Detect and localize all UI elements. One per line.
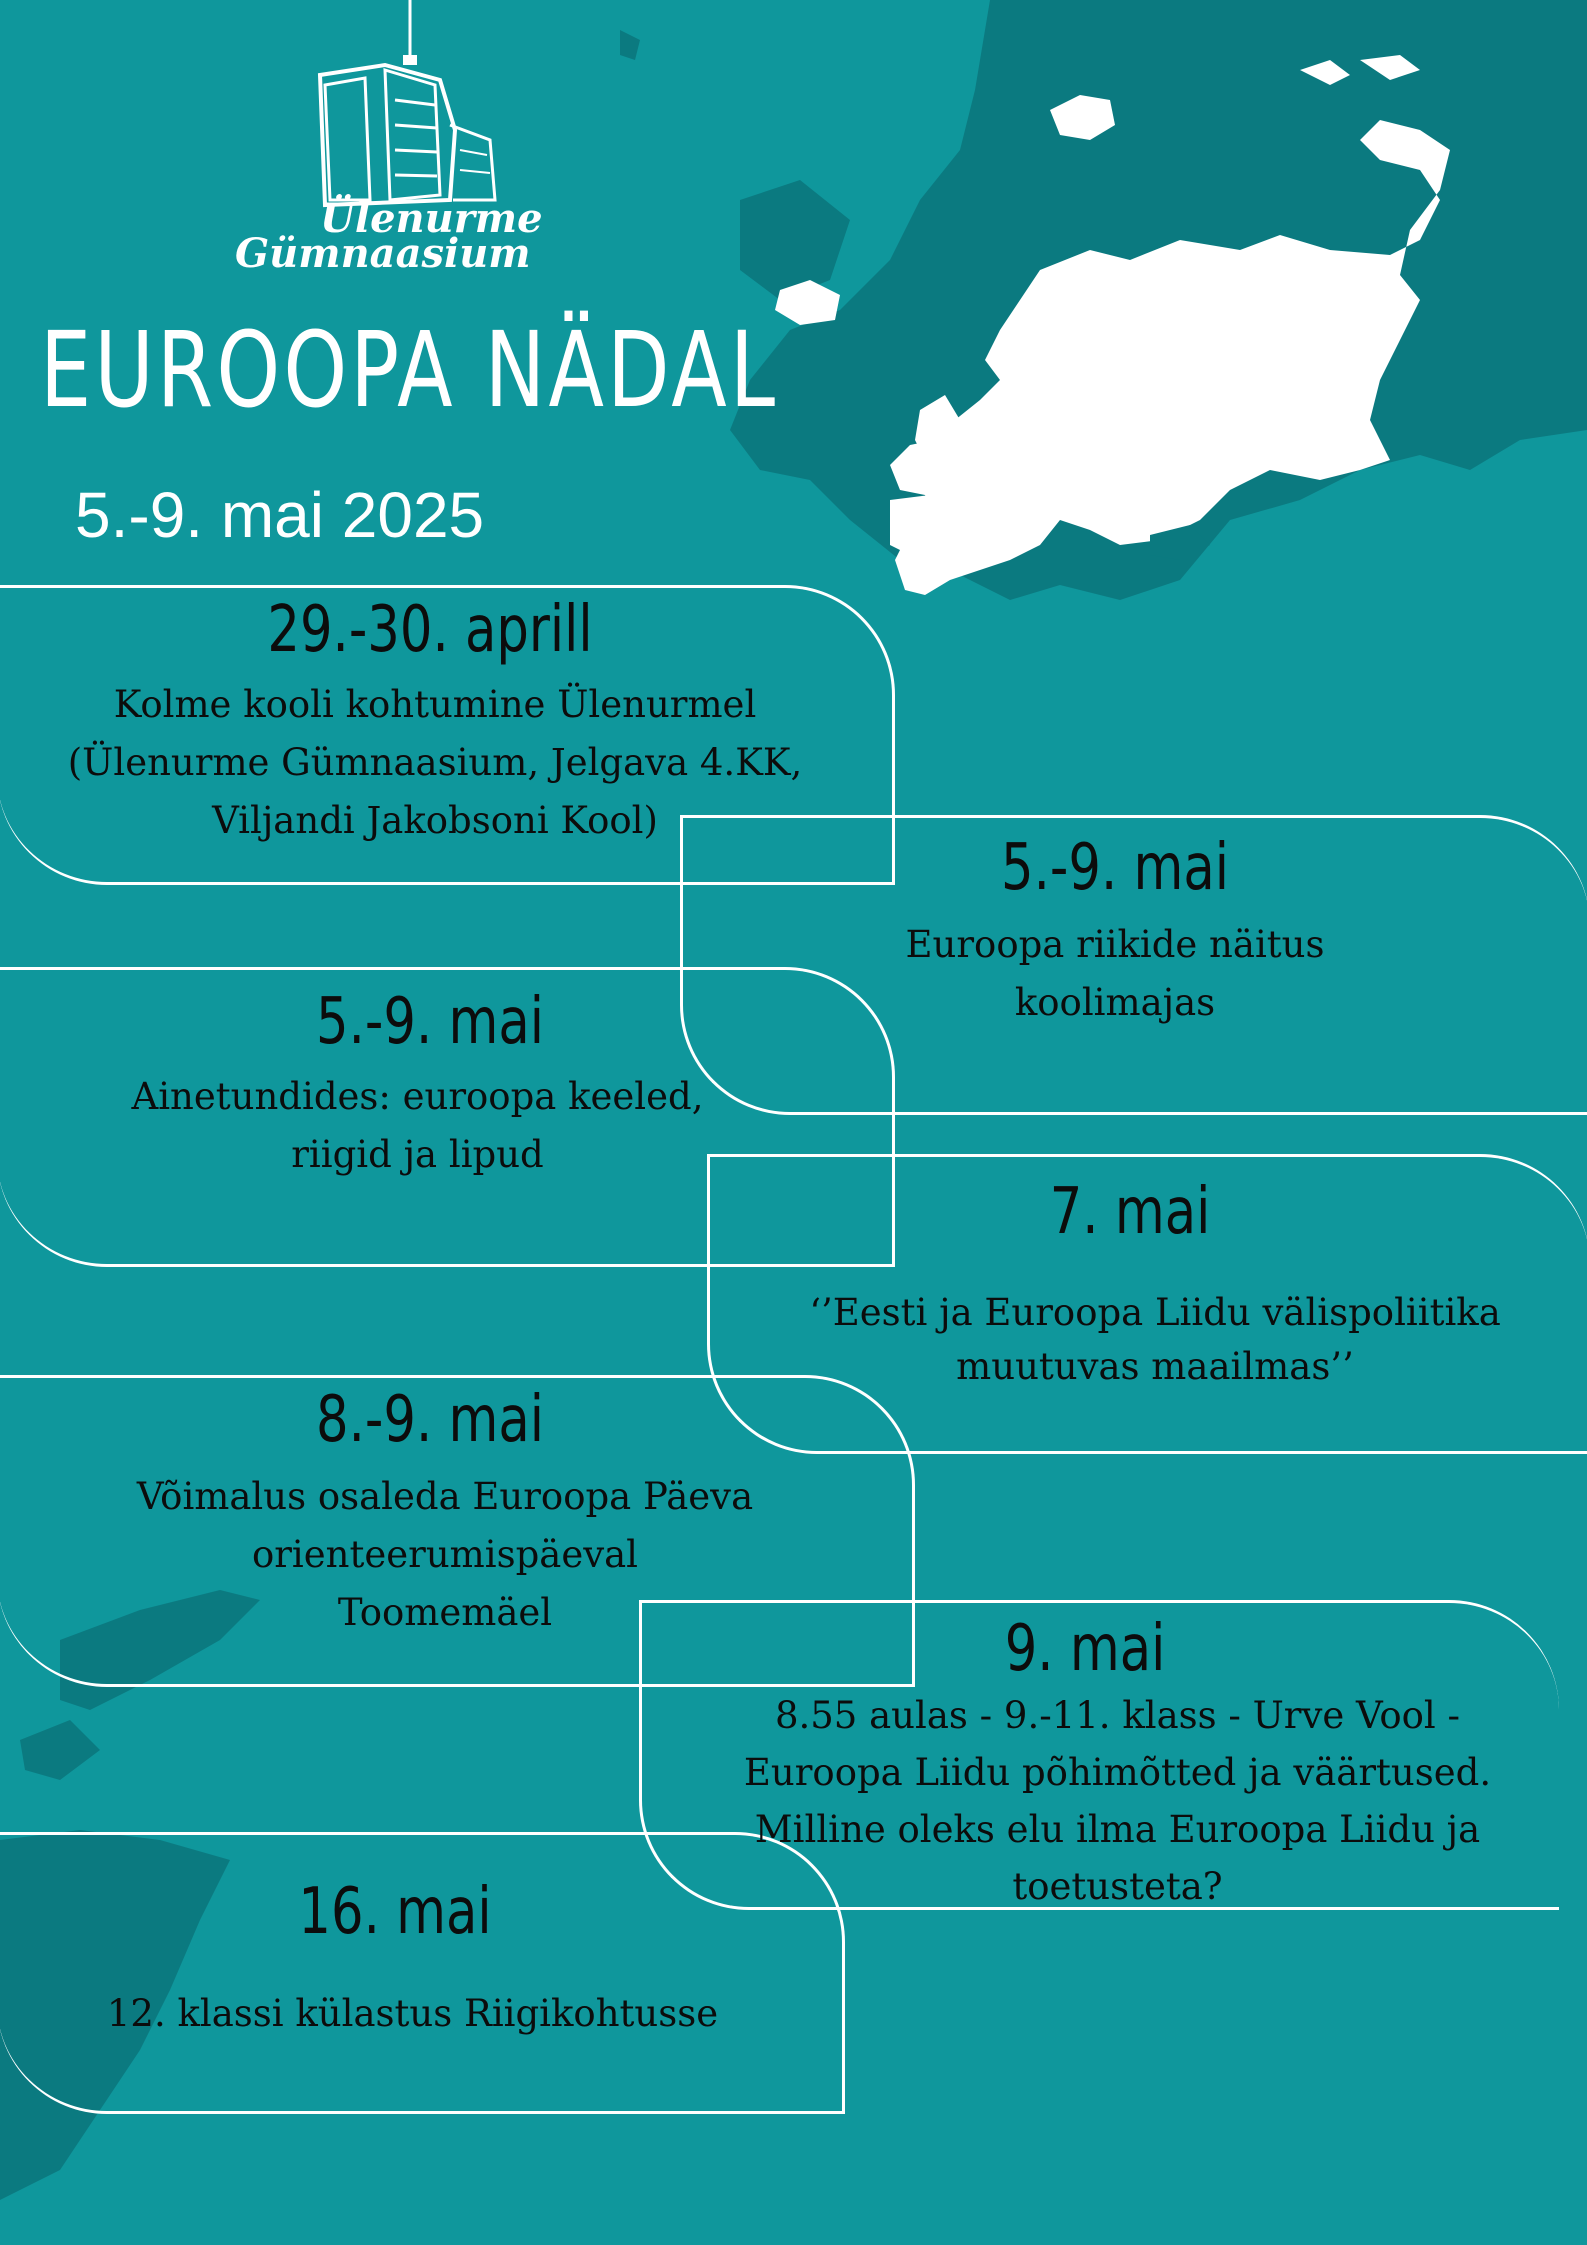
event-date: 7. mai — [1049, 1175, 1211, 1249]
event-description: 8.55 aulas - 9.-11. klass - Urve Vool - Euroopa Liidu põhimõtted ja väärtused. Milline oleks elu ilma Euroopa Liidu ja toetusteta? — [743, 1694, 1492, 1908]
event-date: 9. mai — [1004, 1612, 1166, 1686]
logo-text-line2: Gümnaasium — [235, 230, 531, 277]
event-description: Kolme kooli kohtumine Ülenurmel (Ülenurme Gümnaasium, Jelgava 4.KK, Viljandi Jakobsoni Kool) — [67, 683, 803, 842]
event-date: 29.-30. aprill — [267, 593, 593, 667]
event-description: ‘’Eesti ja Euroopa Liidu välispoliitika muutuvas maailmas’’ — [809, 1291, 1501, 1388]
school-building-icon — [225, 0, 545, 210]
map-landmass-dark-islet — [620, 30, 640, 60]
event-date: 16. mai — [298, 1875, 492, 1949]
event-description: Võimalus osaleda Euroopa Päeva orienteerumispäeval Toomemäel — [136, 1475, 754, 1634]
logo-text-line1: Ülenurme — [320, 195, 543, 242]
event-description: Ainetundides: euroopa keeled, riigid ja lipud — [131, 1075, 704, 1176]
school-logo — [225, 0, 545, 290]
map-landmass-dark-islet-small — [20, 1720, 100, 1780]
event-date: 8.-9. mai — [316, 1383, 544, 1457]
map-landmass-dark-west — [740, 180, 850, 300]
event-description: 12. klassi külastus Riigikohtusse — [106, 1992, 719, 2035]
event-date: 5.-9. mai — [316, 985, 544, 1059]
page-title: EUROOPA NÄDAL — [40, 309, 779, 431]
event-description: Euroopa riikide näitus koolimajas — [905, 923, 1325, 1024]
page-dates: 5.-9. mai 2025 — [75, 479, 485, 551]
event-date: 5.-9. mai — [1001, 831, 1229, 905]
